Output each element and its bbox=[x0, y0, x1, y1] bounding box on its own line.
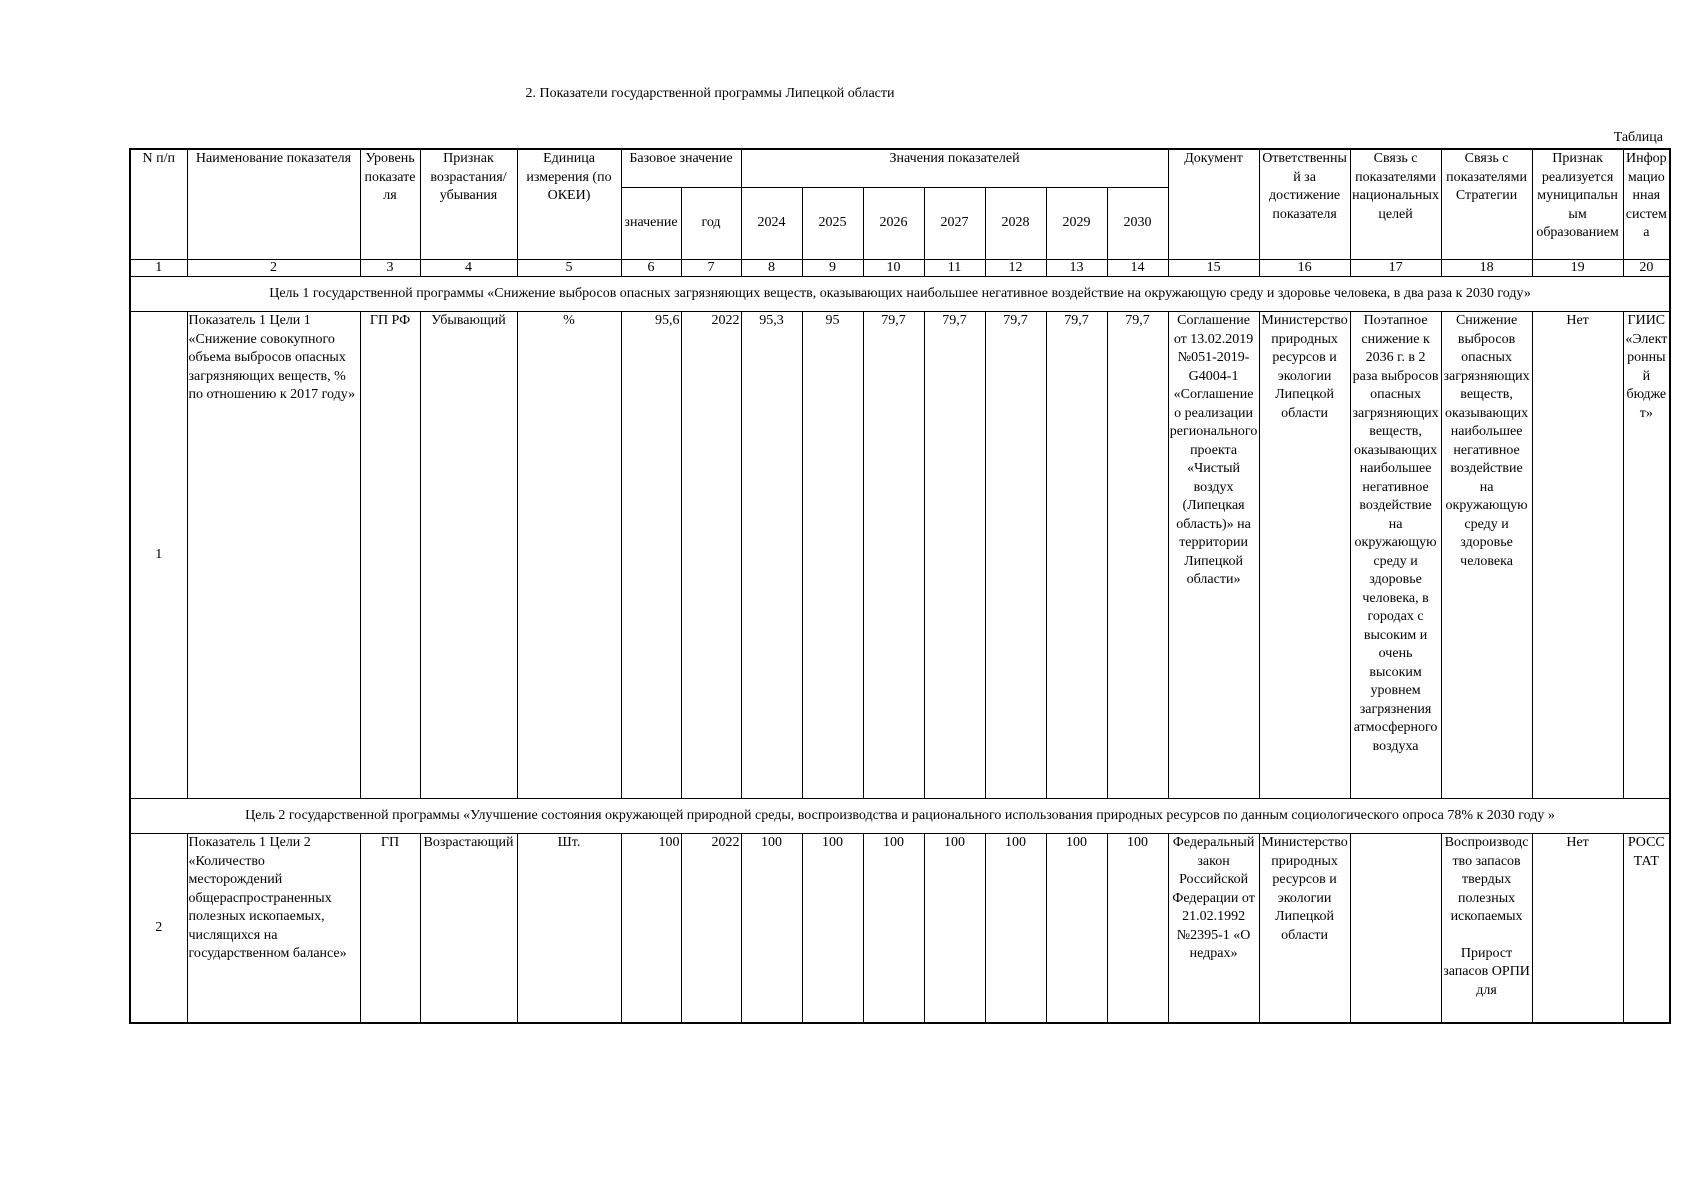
header-year: 2029 bbox=[1046, 188, 1107, 260]
table-row bbox=[130, 312, 1670, 799]
municipal-flag: Нет bbox=[1532, 312, 1623, 799]
col-number: 19 bbox=[1532, 260, 1623, 277]
link-national-goals: Поэтапное снижение к 2036 г. в 2 раза выбросов опасных загрязняющих веществ, оказывающих наибольшее негативное воздействие на окружающую среду и здоровье человека, в городах с высоким и очень высоким уровнем загрязнения атмосферного воздуха bbox=[1350, 312, 1441, 799]
base-value: 100 bbox=[621, 834, 681, 1024]
base-year: 2022 bbox=[681, 834, 741, 1024]
year-value: 100 bbox=[741, 834, 802, 1024]
indicator-name: Показатель 1 Цели 2 «Количество месторождений общераспространенных полезных ископаемых, числящихся на государственном балансе» bbox=[187, 834, 360, 1024]
goal-2-text: Цель 2 государственной программы «Улучшение состояния окружающей природной среды, воспроизводства и рационального использования природных ресурсов по данным социологического опроса 78% к 2030 году » bbox=[130, 799, 1670, 834]
header-year: 2030 bbox=[1107, 188, 1168, 260]
row-num: 1 bbox=[130, 312, 187, 799]
responsible: Министерство природных ресурсов и экологии Липецкой области bbox=[1259, 834, 1350, 1024]
header-base: Базовое значение bbox=[621, 149, 741, 188]
link-strategy: Снижение выбросов опасных загрязняющих веществ, оказывающих наибольшее негативное воздействие на окружающую среду и здоровье человека bbox=[1441, 312, 1532, 799]
year-value: 100 bbox=[985, 834, 1046, 1024]
header-year: 2027 bbox=[924, 188, 985, 260]
col-number: 13 bbox=[1046, 260, 1107, 277]
goal-row bbox=[130, 277, 1670, 312]
year-value: 95 bbox=[802, 312, 863, 799]
header-row-1 bbox=[130, 149, 1670, 188]
year-value: 100 bbox=[863, 834, 924, 1024]
document: Соглашение от 13.02.2019 №051-2019-G4004-1 «Соглашение о реализации регионального проекта «Чистый воздух (Липецкая область)» на территории Липецкой области» bbox=[1168, 312, 1259, 799]
header-year: 2028 bbox=[985, 188, 1046, 260]
col-number: 11 bbox=[924, 260, 985, 277]
header-infosys: Информационная система bbox=[1623, 149, 1670, 260]
year-value: 100 bbox=[802, 834, 863, 1024]
col-number: 7 bbox=[681, 260, 741, 277]
indicators-table bbox=[129, 148, 1671, 1024]
indicator-sign: Возрастающий bbox=[420, 834, 517, 1024]
col-number: 4 bbox=[420, 260, 517, 277]
header-year: 2026 bbox=[863, 188, 924, 260]
col-number: 3 bbox=[360, 260, 420, 277]
year-value: 100 bbox=[1046, 834, 1107, 1024]
header-sign: Признак возрастания/ убывания bbox=[420, 149, 517, 260]
year-value: 95,3 bbox=[741, 312, 802, 799]
document: Федеральный закон Российской Федерации от 21.02.1992 №2395-1 «О недрах» bbox=[1168, 834, 1259, 1024]
header-values: Значения показателей bbox=[741, 149, 1168, 188]
col-number: 8 bbox=[741, 260, 802, 277]
link-strategy bbox=[1441, 834, 1532, 1024]
goal-1-text: Цель 1 государственной программы «Снижение выбросов опасных загрязняющих веществ, оказывающих наибольшее негативное воздействие на окружающую среду и здоровье человека, в два раза к 2030 году» bbox=[130, 277, 1670, 312]
indicator-unit: Шт. bbox=[517, 834, 621, 1024]
col-number: 18 bbox=[1441, 260, 1532, 277]
table-label: Таблица bbox=[1613, 130, 1663, 145]
base-year: 2022 bbox=[681, 312, 741, 799]
col-number: 5 bbox=[517, 260, 621, 277]
year-value: 79,7 bbox=[1107, 312, 1168, 799]
row-num: 2 bbox=[130, 834, 187, 1024]
link-strategy-text-2: Прирост запасов ОРПИ для bbox=[1443, 945, 1530, 998]
year-value: 100 bbox=[924, 834, 985, 1024]
header-municipal: Признак реализуется муниципальным образованием bbox=[1532, 149, 1623, 260]
info-system: ГИИС «Электронный бюджет» bbox=[1623, 312, 1670, 799]
year-value: 79,7 bbox=[924, 312, 985, 799]
header-link-nat: Связь с показателями национальных целей bbox=[1350, 149, 1441, 260]
header-doc: Документ bbox=[1168, 149, 1259, 260]
year-value: 100 bbox=[1107, 834, 1168, 1024]
base-value: 95,6 bbox=[621, 312, 681, 799]
table-row bbox=[130, 834, 1670, 1024]
link-strategy-text: Воспроизводство запасов твердых полезных ископаемых bbox=[1444, 835, 1529, 924]
year-value: 79,7 bbox=[863, 312, 924, 799]
goal-row bbox=[130, 799, 1670, 834]
indicator-name: Показатель 1 Цели 1 «Снижение совокупного объема выбросов опасных загрязняющих веществ, % по отношению к 2017 году» bbox=[187, 312, 360, 799]
indicator-sign: Убывающий bbox=[420, 312, 517, 799]
municipal-flag: Нет bbox=[1532, 834, 1623, 1024]
info-system: РОССТАТ bbox=[1623, 834, 1670, 1024]
col-number: 12 bbox=[985, 260, 1046, 277]
header-num: N п/п bbox=[130, 149, 187, 260]
indicator-level: ГП bbox=[360, 834, 420, 1024]
col-number: 10 bbox=[863, 260, 924, 277]
header-year: 2024 bbox=[741, 188, 802, 260]
header-unit: Единица измерения (по ОКЕИ) bbox=[517, 149, 621, 260]
year-value: 79,7 bbox=[985, 312, 1046, 799]
col-number: 2 bbox=[187, 260, 360, 277]
header-year: 2025 bbox=[802, 188, 863, 260]
col-number: 14 bbox=[1107, 260, 1168, 277]
responsible: Министерство природных ресурсов и экологии Липецкой области bbox=[1259, 312, 1350, 799]
link-national-goals bbox=[1350, 834, 1441, 1024]
header-link-strat: Связь с показателями Стратегии bbox=[1441, 149, 1532, 260]
header-base-value: значение bbox=[621, 188, 681, 260]
year-value: 79,7 bbox=[1046, 312, 1107, 799]
col-number: 6 bbox=[621, 260, 681, 277]
col-number: 16 bbox=[1259, 260, 1350, 277]
col-number: 15 bbox=[1168, 260, 1259, 277]
col-number: 1 bbox=[130, 260, 187, 277]
header-level: Уровень показателя bbox=[360, 149, 420, 260]
column-number-row bbox=[130, 260, 1670, 277]
header-name: Наименование показателя bbox=[187, 149, 360, 260]
indicator-level: ГП РФ bbox=[360, 312, 420, 799]
col-number: 20 bbox=[1623, 260, 1670, 277]
page-title: 2. Показатели государственной программы Липецкой области bbox=[525, 86, 895, 101]
header-base-year: год bbox=[681, 188, 741, 260]
indicator-unit: % bbox=[517, 312, 621, 799]
col-number: 9 bbox=[802, 260, 863, 277]
header-resp: Ответственный за достижение показателя bbox=[1259, 149, 1350, 260]
col-number: 17 bbox=[1350, 260, 1441, 277]
